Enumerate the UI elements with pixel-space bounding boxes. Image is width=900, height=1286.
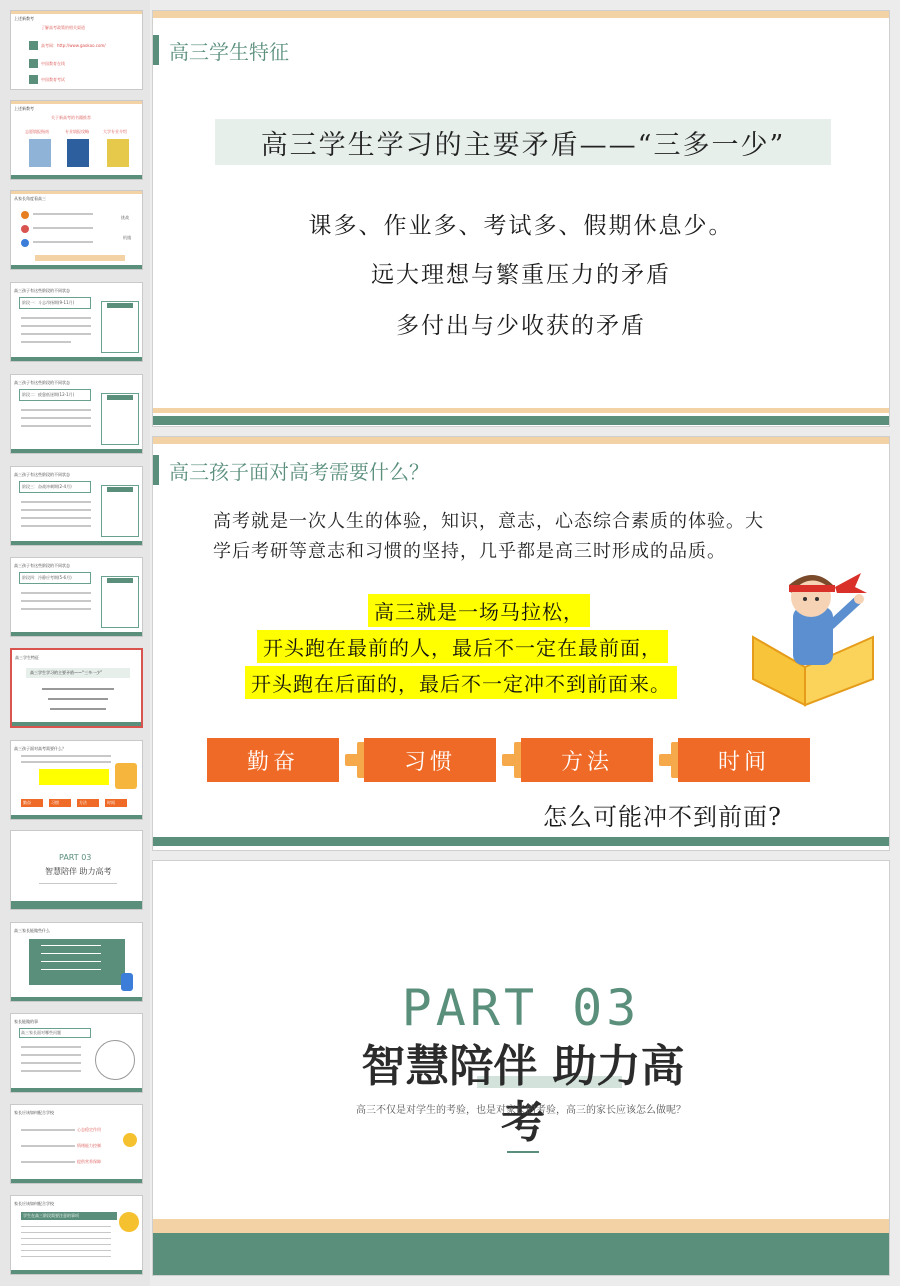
slide-heading [153, 33, 289, 67]
banner-text: 高三学生学习的主要矛盾——“三多一少” [260, 129, 786, 161]
thumbnail-text: 阶段四：冷静应考期(5-6月) [22, 575, 72, 580]
book-cover-image [29, 139, 51, 167]
thumbnail-text: 高三家长面对哪些问题 [21, 1030, 61, 1035]
thumbnail-title: 高三孩子面对高考需要什么？ [14, 746, 66, 751]
slide-thumbnail-3[interactable] [10, 190, 143, 270]
thumbnail-text: 中国教育考试 [41, 77, 65, 82]
thumbnail-text: 提供营养保障 [77, 1159, 101, 1164]
book-cover-image [107, 139, 129, 167]
slide-thumbnail-1[interactable] [10, 10, 143, 90]
section-number: PART 03 [401, 979, 641, 1037]
slide-thumbnail-10[interactable] [10, 830, 143, 910]
slide-thumbnail-12[interactable] [10, 1013, 143, 1093]
slide-title: 高三孩子面对高考需要什么？ [169, 461, 429, 484]
slide-thumbnail-2[interactable] [10, 100, 143, 180]
thumbnail-text: 机遇 [123, 235, 131, 240]
thumbnail-title: 高三孩子有这些阶段的不同状态 [14, 380, 70, 385]
thumbnail-text: 学生在高三阶段需要注意的事项 [23, 1213, 79, 1218]
section-subtitle: 高三不仅是对学生的考验，也是对家长的考验，高三的家长应该怎么做呢？ [356, 1105, 686, 1116]
section-title: 智慧陪伴 助力高考 [361, 1041, 685, 1148]
thumbnail-text: 关于新高考的书籍推荐 [51, 115, 91, 120]
thumbnail-title: 高三家长能做些什么 [14, 928, 50, 933]
thumbnail-title: 家长应该如何配合学校 [14, 1110, 54, 1115]
slide-thumbnail-14[interactable] [10, 1195, 143, 1275]
closing-question: 怎么可能冲不到前面? [543, 803, 782, 831]
highlight-line-3: 开头跑在后面的，最后不一定冲不到前面来。 [245, 666, 677, 699]
slide-high-school-characteristics[interactable] [152, 10, 890, 427]
thumbnail-title: 高三孩子有这些阶段的不同状态 [14, 288, 70, 293]
slide-title: 高三学生特征 [169, 41, 289, 64]
key-habits: 习惯 [364, 738, 496, 782]
book-cover-image [67, 139, 89, 167]
slide-thumbnail-5[interactable] [10, 374, 143, 454]
thumbnail-text: 勤奋 [23, 800, 31, 805]
thumbnail-text: 情绪能力控制 [77, 1143, 101, 1148]
slide-heading [153, 453, 429, 487]
slide-thumbnail-4[interactable] [10, 282, 143, 362]
banner [215, 119, 831, 165]
thumbnail-text: 阶段二：疲惫低迷期(12-1月) [22, 392, 75, 397]
slide-thumbnail-11[interactable] [10, 922, 143, 1002]
thumbnail-title: 高三孩子有这些阶段的不同状态 [14, 563, 70, 568]
body-line-1: 课多、作业多、考试多、假期休息少。 [308, 213, 734, 239]
thumbnail-title: 高三孩子有这些阶段的不同状态 [14, 472, 70, 477]
thumbnail-text: 时间 [107, 800, 115, 805]
thumbnail-text: 专业填报攻略 [65, 129, 89, 134]
title-underline [507, 1151, 539, 1153]
slide-thumbnail-6[interactable] [10, 466, 143, 546]
key-time: 时间 [678, 738, 810, 782]
thumbnail-text: 高考网：http://www.gaokao.com/ [41, 43, 106, 48]
thumbnail-title: 高三学生特征 [15, 655, 39, 660]
highlight-line-2: 开头跑在最前的人，最后不一定在最前面， [257, 630, 668, 663]
slide-thumbnail-8-selected[interactable] [10, 648, 143, 728]
thumbnail-text: 习惯 [51, 800, 59, 805]
slide-part-03-section[interactable] [152, 860, 890, 1276]
thumbnail-text: 心态稳定作用 [77, 1127, 101, 1132]
slide-thumbnail-7[interactable] [10, 557, 143, 637]
body-line-3: 多付出与少收获的矛盾 [396, 313, 646, 339]
key-method: 方法 [521, 738, 653, 782]
thumbnail-text: 方法 [79, 800, 87, 805]
key-diligence: 勤奋 [207, 738, 339, 782]
slide-thumbnail-rail [0, 0, 150, 1286]
thumbnail-text: 志愿填报指南 [25, 129, 49, 134]
thumbnail-text: 大学专业介绍 [103, 129, 127, 134]
slide-what-students-need[interactable] [152, 436, 890, 851]
thumbnail-text: PART 03 [59, 853, 92, 862]
thumbnail-title: 上述新教考 [14, 106, 34, 111]
thumbnail-title: 家长能做的事 [14, 1019, 38, 1024]
thumbnail-text: 挑战 [121, 215, 129, 220]
thumbnail-text: 高三学生学习的主要矛盾——“三多一少” [30, 670, 103, 675]
thumbnail-title: 家长应该如何配合学校 [14, 1201, 54, 1206]
slide-thumbnail-13[interactable] [10, 1104, 143, 1184]
thumbnail-text: 阶段三：奋战冲刺期(2-4月) [22, 484, 72, 489]
thumbnail-title: 从家长角度看高三 [14, 196, 46, 201]
body-paragraph: 高考就是一次人生的体验，知识，意志，心态综合素质的体验。大学后考研等意志和习惯的坚持，几乎都是高三时形成的品质。 [213, 511, 764, 562]
thumbnail-text: 中国教育在线 [41, 61, 65, 66]
body-line-2: 远大理想与繁重压力的矛盾 [371, 262, 671, 288]
thumbnail-title: 上述新教考 [14, 16, 34, 21]
highlight-line-1: 高三就是一场马拉松， [368, 594, 590, 627]
student-reading-illustration [743, 567, 883, 707]
slide-thumbnail-9[interactable] [10, 740, 143, 820]
thumbnail-text: 阶段一：斗志昂扬期(9-11月) [22, 300, 75, 305]
thumbnail-text: 智慧陪伴 助力高考 [45, 867, 112, 876]
thumbnail-text: 了解高考政策的相关渠道 [41, 25, 85, 30]
